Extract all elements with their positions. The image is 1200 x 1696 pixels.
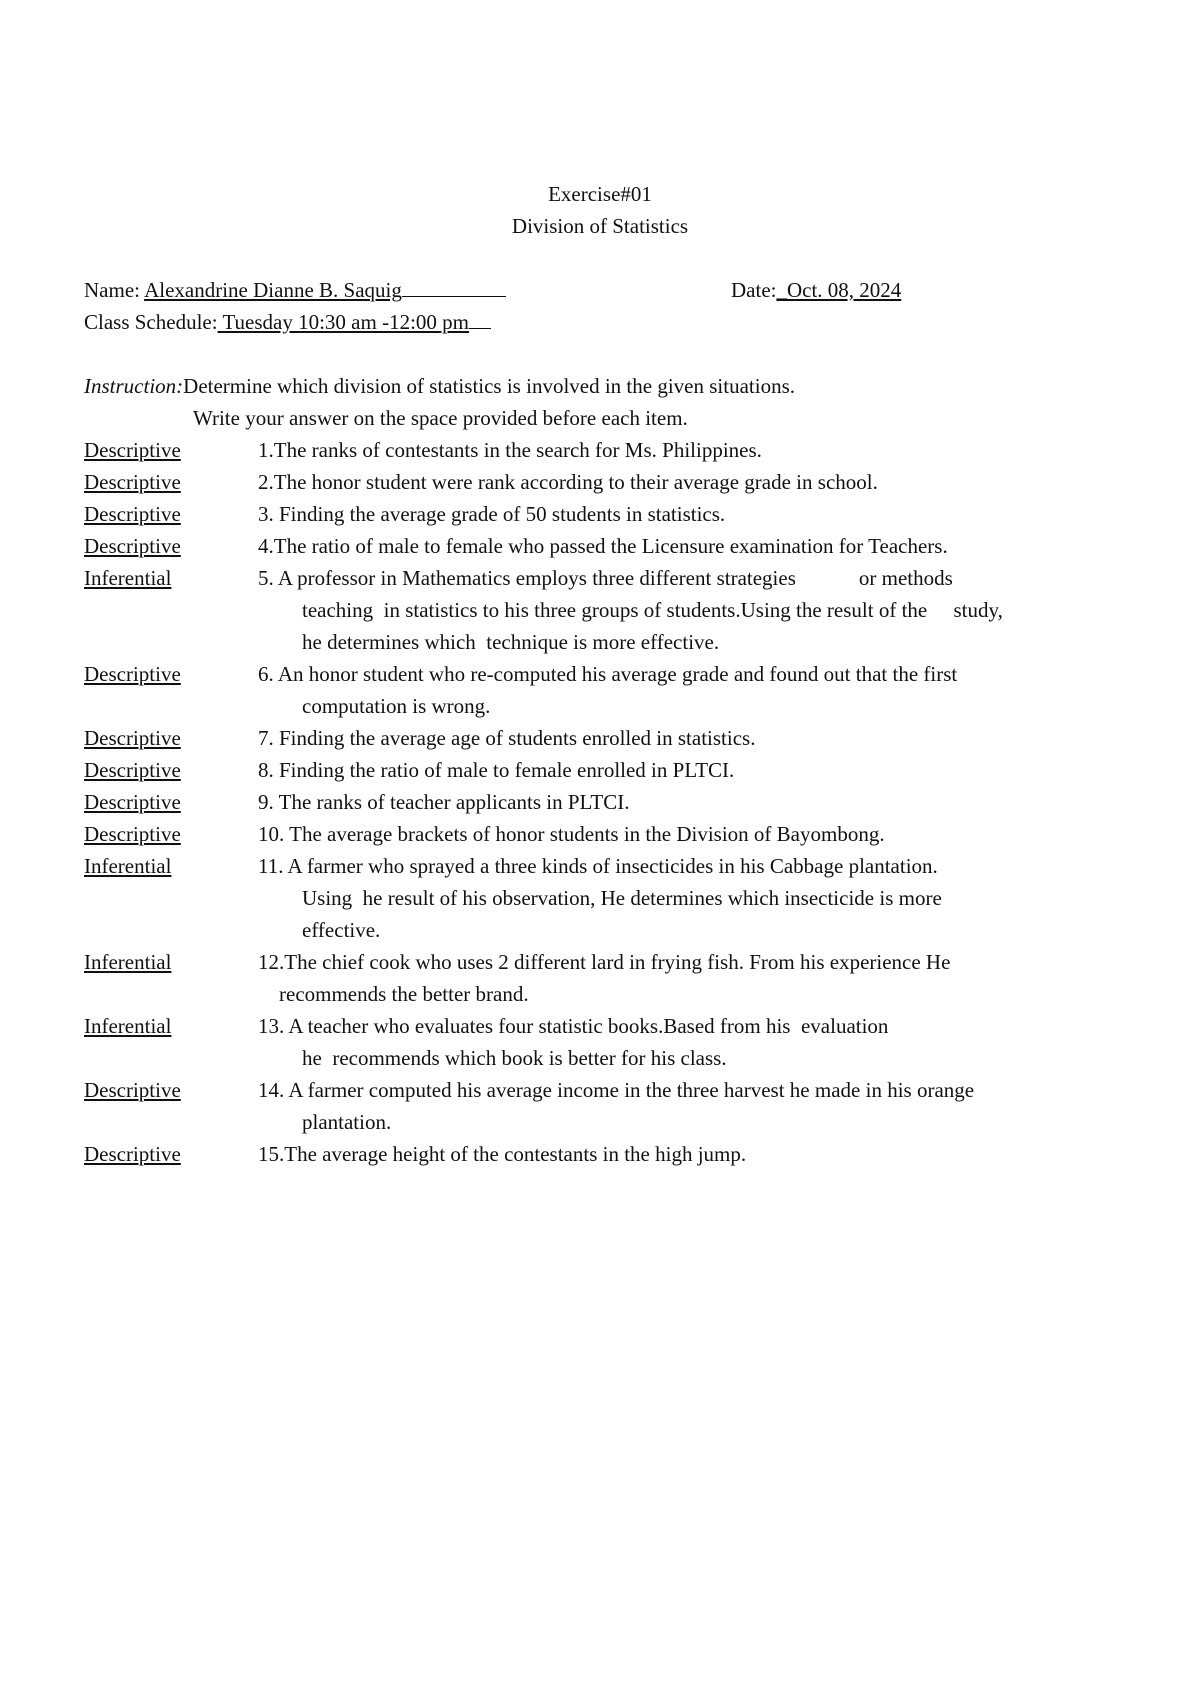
- answer-7: Descriptive: [84, 726, 181, 750]
- item-5-line-2: teaching in statistics to his three groups of students.Using the result of the study,: [302, 598, 1003, 622]
- instruction-line-1: [84, 373, 795, 399]
- answer-11: Inferential: [84, 854, 172, 878]
- answer-1: Descriptive: [84, 438, 181, 462]
- item-12-line-2: recommends the better brand.: [279, 982, 529, 1006]
- answer-2: Descriptive: [84, 470, 181, 494]
- item-6-line-1: 6. An honor student who re-computed his average grade and found out that the first: [258, 662, 958, 686]
- instruction-text-1: Determine which division of statistics is involved in the given situations.: [183, 374, 795, 398]
- item-7-line-1: 7. Finding the average age of students enrolled in statistics.: [258, 726, 756, 750]
- item-11-line-2: Using he result of his observation, He determines which insecticide is more: [302, 886, 942, 910]
- item-8-line-1: 8. Finding the ratio of male to female enrolled in PLTCI.: [258, 758, 735, 782]
- answer-6: Descriptive: [84, 662, 181, 686]
- worksheet-title: Division of Statistics: [511, 214, 689, 238]
- item-13-line-1: 13. A teacher who evaluates four statistic books.Based from his evaluation: [258, 1014, 889, 1038]
- name-label: Name:: [84, 278, 145, 302]
- item-14-line-2: plantation.: [302, 1110, 392, 1134]
- item-2-line-1: 2.The honor student were rank according to their average grade in school.: [258, 470, 878, 494]
- instruction-line-2: Write your answer on the space provided before each item.: [193, 406, 688, 430]
- name-value: Alexandrine Dianne B. Saquig: [144, 278, 402, 302]
- item-11-line-3: effective.: [302, 918, 381, 942]
- answer-13: Inferential: [84, 1014, 172, 1038]
- item-11-line-1: 11. A farmer who sprayed a three kinds of insecticides in his Cabbage plantation.: [258, 854, 938, 878]
- item-14-line-1: 14. A farmer computed his average income in the three harvest he made in his orange: [258, 1078, 975, 1102]
- item-9-line-1: 9. The ranks of teacher applicants in PLTCI.: [258, 790, 630, 814]
- item-13-line-2: he recommends which book is better for his class.: [302, 1046, 727, 1070]
- date-value: _Oct. 08, 2024: [776, 278, 902, 302]
- name-blank: [402, 295, 506, 297]
- answer-8: Descriptive: [84, 758, 181, 782]
- item-6-line-2: computation is wrong.: [302, 694, 491, 718]
- item-3-line-1: 3. Finding the average grade of 50 students in statistics.: [258, 502, 726, 526]
- answer-4: Descriptive: [84, 534, 181, 558]
- answer-15: Descriptive: [84, 1142, 181, 1166]
- date-label: Date:: [731, 278, 777, 302]
- item-5-line-1: 5. A professor in Mathematics employs three different strategies or methods: [258, 566, 953, 590]
- answer-5: Inferential: [84, 566, 172, 590]
- item-1-line-1: 1.The ranks of contestants in the search for Ms. Philippines.: [258, 438, 762, 462]
- item-12-line-1: 12.The chief cook who uses 2 different lard in frying fish. From his experience He: [258, 950, 951, 974]
- instruction-label: Instruction:: [84, 374, 184, 398]
- name-row: [84, 277, 506, 303]
- answer-10: Descriptive: [84, 822, 181, 846]
- answer-14: Descriptive: [84, 1078, 181, 1102]
- schedule-value: Tuesday 10:30 am -12:00 pm: [217, 310, 470, 334]
- answer-12: Inferential: [84, 950, 172, 974]
- answer-3: Descriptive: [84, 502, 181, 526]
- schedule-blank: [469, 327, 491, 329]
- item-5-line-3: he determines which technique is more effective.: [302, 630, 720, 654]
- schedule-row: [84, 309, 491, 335]
- answer-9: Descriptive: [84, 790, 181, 814]
- date-row: [731, 277, 901, 303]
- exercise-number: Exercise#01: [548, 182, 652, 206]
- item-15-line-1: 15.The average height of the contestants in the high jump.: [258, 1142, 747, 1166]
- item-4-line-1: 4.The ratio of male to female who passed the Licensure examination for Teachers.: [258, 534, 948, 558]
- item-10-line-1: 10. The average brackets of honor students in the Division of Bayombong.: [258, 822, 885, 846]
- schedule-label: Class Schedule:: [84, 310, 218, 334]
